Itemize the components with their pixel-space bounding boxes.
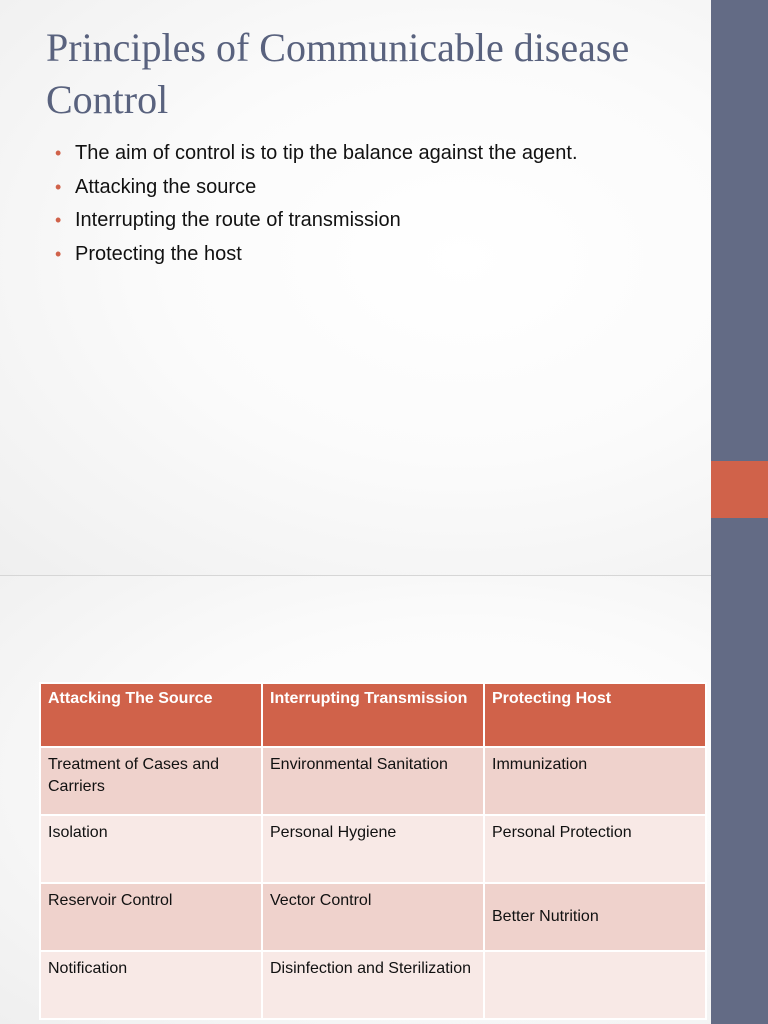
table-cell: Vector Control: [262, 883, 484, 951]
bullet-item: [54, 239, 578, 273]
table-cell: Notification: [40, 951, 262, 1019]
bullet-item: [54, 205, 578, 239]
table-row: [40, 951, 706, 1019]
bullet-dot-icon: •: [55, 143, 62, 163]
table-row: [40, 883, 706, 951]
table-cell: Personal Hygiene: [262, 815, 484, 883]
table-cell: Immunization: [484, 747, 706, 815]
table-cell: Environmental Sanitation: [262, 747, 484, 815]
bullet-text: Protecting the host: [75, 242, 242, 265]
bullet-dot-icon: •: [55, 243, 62, 264]
control-measures-table: [39, 682, 707, 1020]
table-row: [40, 747, 706, 815]
bullet-item: [54, 172, 578, 206]
table-cell: [484, 951, 706, 1019]
table-cell: Personal Protection: [484, 815, 706, 883]
header-cell: Protecting Host: [484, 683, 706, 747]
header-cell: Attacking The Source: [40, 683, 262, 747]
header-cell: Interrupting Transmission: [262, 683, 484, 747]
table-cell: Isolation: [40, 815, 262, 883]
table-cell: Better Nutrition: [484, 883, 706, 951]
slide-title: Principles of Communicable disease Control: [46, 25, 630, 122]
bullet-dot-icon: •: [55, 176, 62, 197]
side-accent-block: [711, 461, 768, 518]
bullet-text: Attacking the source: [75, 175, 257, 198]
bullet-text: Interrupting the route of transmission: [75, 209, 401, 231]
table-cell: Treatment of Cases and Carriers: [40, 747, 262, 815]
bullet-dot-icon: •: [55, 210, 62, 230]
bullet-text: The aim of control is to tip the balance against the agent.: [75, 142, 578, 164]
table-cell: Disinfection and Sterilization: [262, 951, 484, 1019]
bullet-list: [54, 138, 578, 272]
table-row: [40, 815, 706, 883]
table-cell: Reservoir Control: [40, 883, 262, 951]
bullet-item: [54, 138, 578, 172]
table-header-row: [40, 683, 706, 747]
